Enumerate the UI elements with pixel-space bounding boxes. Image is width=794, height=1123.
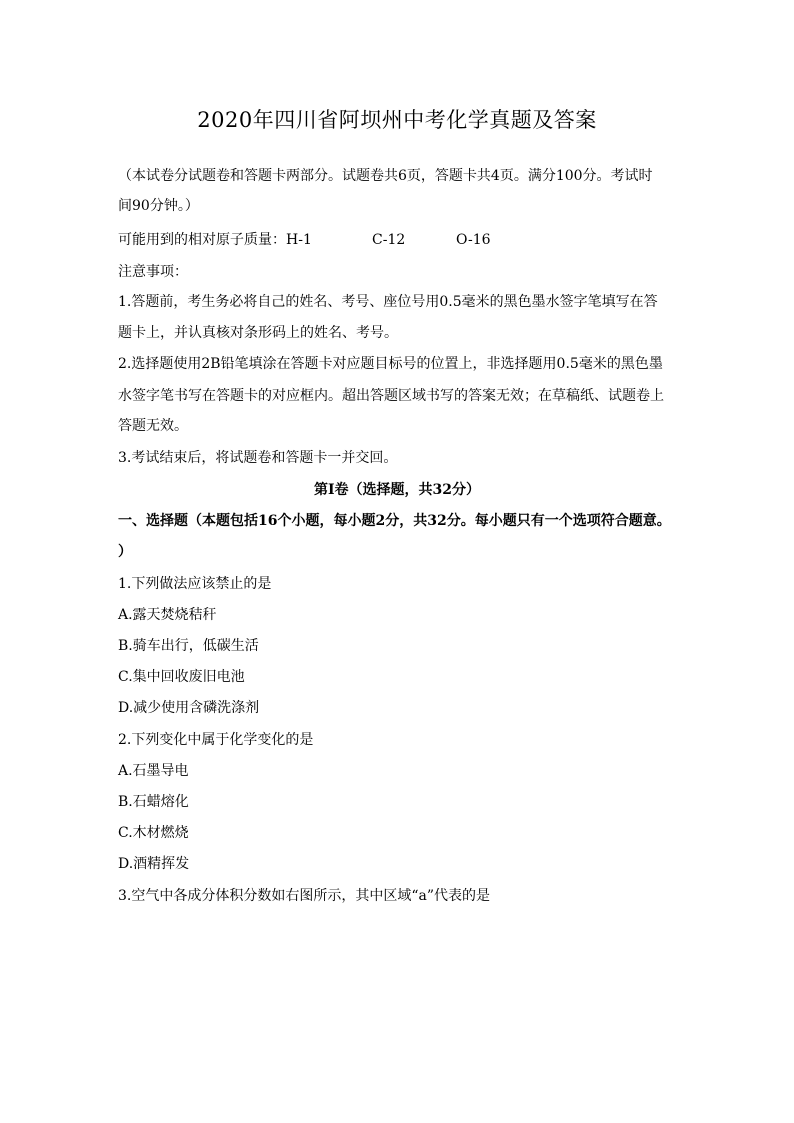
- question-1-option-c: C.集中回收废旧电池: [118, 669, 245, 685]
- note-2-line-2: 水签字笔书写在答题卡的对应框内。超出答题区域书写的答案无效；在草稿纸、试题卷上: [118, 388, 664, 404]
- question-2-stem: 2.下列变化中属于化学变化的是: [118, 732, 314, 748]
- note-3: 3.考试结束后，将试题卷和答题卡一并交回。: [118, 450, 398, 466]
- part-one-heading-line-1: 一、选择题（本题包括16个小题，每小题2分，共32分。每小题只有一个选项符合题意。: [118, 513, 671, 529]
- question-1-option-d: D.减少使用含磷洗涤剂: [118, 700, 260, 716]
- atomic-mass-c: C-12: [372, 232, 406, 248]
- question-3-stem: 3.空气中各成分体积分数如右图所示，其中区域“a”代表的是: [118, 888, 491, 904]
- question-2-option-a: A.石墨导电: [118, 763, 189, 779]
- question-2-option-b: B.石蜡熔化: [118, 794, 189, 810]
- question-2-option-c: C.木材燃烧: [118, 825, 189, 841]
- notes-heading: 注意事项：: [118, 264, 188, 280]
- intro-line-1: （本试卷分试题卷和答题卡两部分。试题卷共6页，答题卡共4页。满分100分。考试时: [118, 168, 653, 184]
- intro-line-2: 间90分钟。）: [118, 198, 199, 214]
- note-2-line-3: 答题无效。: [118, 418, 188, 434]
- note-2-line-1: 2.选择题使用2B铅笔填涂在答题卡对应题目标号的位置上，非选择题用0.5毫米的黑色墨: [118, 356, 663, 372]
- page-title: 2020年四川省阿坝州中考化学真题及答案: [197, 108, 597, 132]
- atomic-mass-label: 可能用到的相对原子质量：: [118, 232, 286, 248]
- question-1-stem: 1.下列做法应该禁止的是: [118, 576, 272, 592]
- note-1-line-1: 1.答题前，考生务必将自己的姓名、考号、座位号用0.5毫米的黑色墨水签字笔填写在答: [118, 294, 658, 310]
- atomic-mass-line: [118, 229, 678, 249]
- question-1-option-b: B.骑车出行，低碳生活: [118, 638, 259, 654]
- question-2-option-d: D.酒精挥发: [118, 856, 190, 872]
- note-1-line-2: 题卡上，并认真核对条形码上的姓名、考号。: [118, 325, 398, 341]
- question-1-option-a: A.露天焚烧秸秆: [118, 607, 217, 623]
- section-title: 第Ⅰ卷（选择题，共32分）: [313, 482, 481, 498]
- part-one-heading-line-2: ）: [118, 544, 132, 560]
- atomic-mass-o: O-16: [456, 232, 491, 248]
- atomic-mass-h: H-1: [286, 232, 312, 248]
